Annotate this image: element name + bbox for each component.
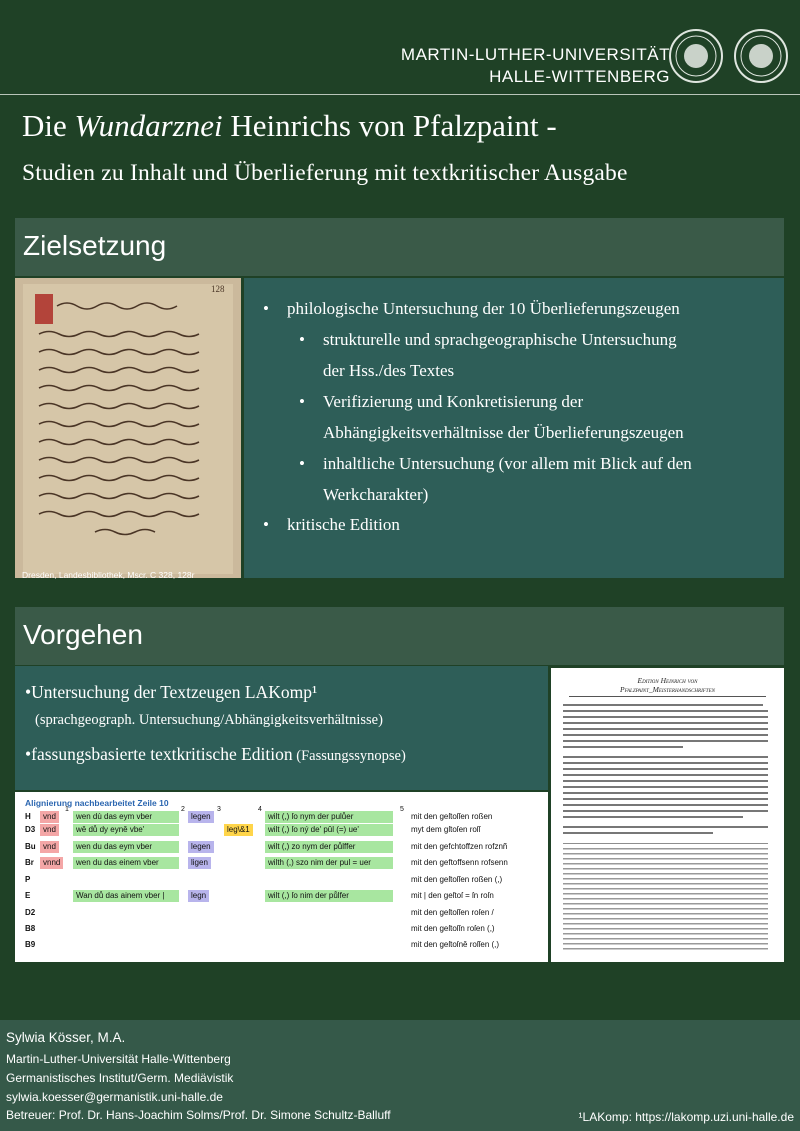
poster-subtitle: Studien zu Inhalt und Überlieferung mit textkritischer Ausgabe: [22, 160, 628, 186]
col-num: 4: [258, 806, 262, 813]
edition-text-lines: [551, 698, 784, 958]
bullet-item: • strukturelle und sprachgeographische Untersuchung: [299, 330, 677, 349]
zielsetzung-content: [244, 278, 784, 578]
poster-title: [22, 108, 557, 144]
section-title-zielsetzung: Zielsetzung: [23, 230, 167, 261]
author-name: Sylwia Kösser, M.A.: [6, 1030, 126, 1045]
header-rule: [0, 94, 800, 95]
edition-title-1: Edition Heinrich von: [637, 676, 698, 685]
footnote-link[interactable]: ¹LAKomp: https://lakomp.uzi.uni-halle.de: [578, 1110, 794, 1124]
col-num: 2: [181, 806, 185, 813]
title-italic-word: Wundarznei: [74, 108, 223, 143]
section-title-vorgehen: Vorgehen: [23, 619, 143, 650]
folio-number: 128: [211, 284, 225, 294]
alignment-title: Alignierung nachbearbeitet Zeile 10: [25, 798, 169, 808]
edition-title-2: Pfalzpaint_Meisterhandschriften: [569, 685, 766, 697]
bullet-continuation: der Hss./des Textes: [323, 361, 455, 380]
vorgehen-bullet: •Untersuchung der Textzeugen LAKomp¹: [25, 682, 318, 702]
university-name: [401, 44, 670, 88]
edition-page-thumbnail: [551, 668, 784, 962]
table-row: D3 vnd wě dů dy eyně vbe' leg\&1 wilt (,) ſo ný de' pûl (=) ue' myt dem gſtoſen roſſ: [25, 825, 481, 834]
col-num: 3: [217, 806, 221, 813]
table-row: D2 mit den geſtoſſen roſen /: [25, 908, 494, 917]
section-header-vorgehen: [15, 607, 784, 665]
table-row: H vnd wen dù das eym vber legen wilt (,) ſo nym der pulůer mit den geſtoſſen roßen: [25, 812, 493, 821]
title-suffix: Heinrichs von Pfalzpaint -: [222, 108, 557, 143]
photo-caption: Dresden, Landesbibliothek, Mscr. C 328, 128r: [22, 570, 195, 580]
footer-affiliation: Martin-Luther-Universität Halle-Wittenberg: [6, 1052, 231, 1066]
vorgehen-subline: (sprachgeograph. Untersuchung/Abhängigkeitsverhältnisse): [35, 712, 383, 728]
university-line-1: MARTIN-LUTHER-UNIVERSITÄT: [400, 45, 670, 64]
section-header-zielsetzung: [15, 218, 784, 276]
table-row: B9 mit den geſtoſně roſſen (,): [25, 940, 500, 949]
table-row: P mit den geſtoſſen roßen (,): [25, 875, 503, 884]
table-row: E Wan dů das ainem vber | legn wilt (,) ſo nim der půlfer mit | den geſtoſ = ſn roſn: [25, 891, 494, 900]
bullet-item: • Verifizierung und Konkretisierung der: [299, 392, 584, 411]
footer-institute: Germanistisches Institut/Germ. Mediävistik: [6, 1071, 234, 1085]
bullet-item: • inhaltliche Untersuchung (vor allem mit Blick auf den: [299, 454, 692, 473]
university-line-2: HALLE-WITTENBERG: [489, 67, 670, 86]
bullet-item: • kritische Edition: [263, 515, 400, 534]
manuscript-photo: [15, 278, 241, 578]
university-seal-logo: [668, 28, 790, 84]
vorgehen-bullet: •fassungsbasierte textkritische Edition (Fassungssynopse): [25, 744, 406, 764]
manuscript-image: [15, 278, 241, 578]
alignment-table: [15, 792, 548, 962]
footer-supervisors: Betreuer: Prof. Dr. Hans-Joachim Solms/Prof. Dr. Simone Schultz-Balluff: [6, 1108, 391, 1122]
col-num: 5: [400, 806, 404, 813]
table-row: Bu vnd wen du das eym vber legen wilt (,) zo nym der půlffer mit den gefchtoffzen rofznñ: [25, 842, 508, 851]
table-row: Br vnnd wen du das einem vber ligen wilth (,) szo nim der pul = uer mit den geftoffsenn rofsenn: [25, 858, 508, 867]
bullet-continuation: Abhängigkeitsverhältnisse der Überlieferungszeugen: [323, 423, 684, 442]
footer-email[interactable]: sylwia.koesser@germanistik.uni-halle.de: [6, 1090, 223, 1104]
title-prefix: Die: [22, 108, 75, 143]
vorgehen-content: [15, 666, 548, 790]
bullet-continuation: Werkcharakter): [323, 485, 429, 504]
table-row: B8 mit den geſtoſſn roſen (,): [25, 924, 495, 933]
col-num: 1: [65, 806, 69, 813]
bullet-item: • philologische Untersuchung der 10 Überlieferungszeugen: [263, 299, 680, 318]
